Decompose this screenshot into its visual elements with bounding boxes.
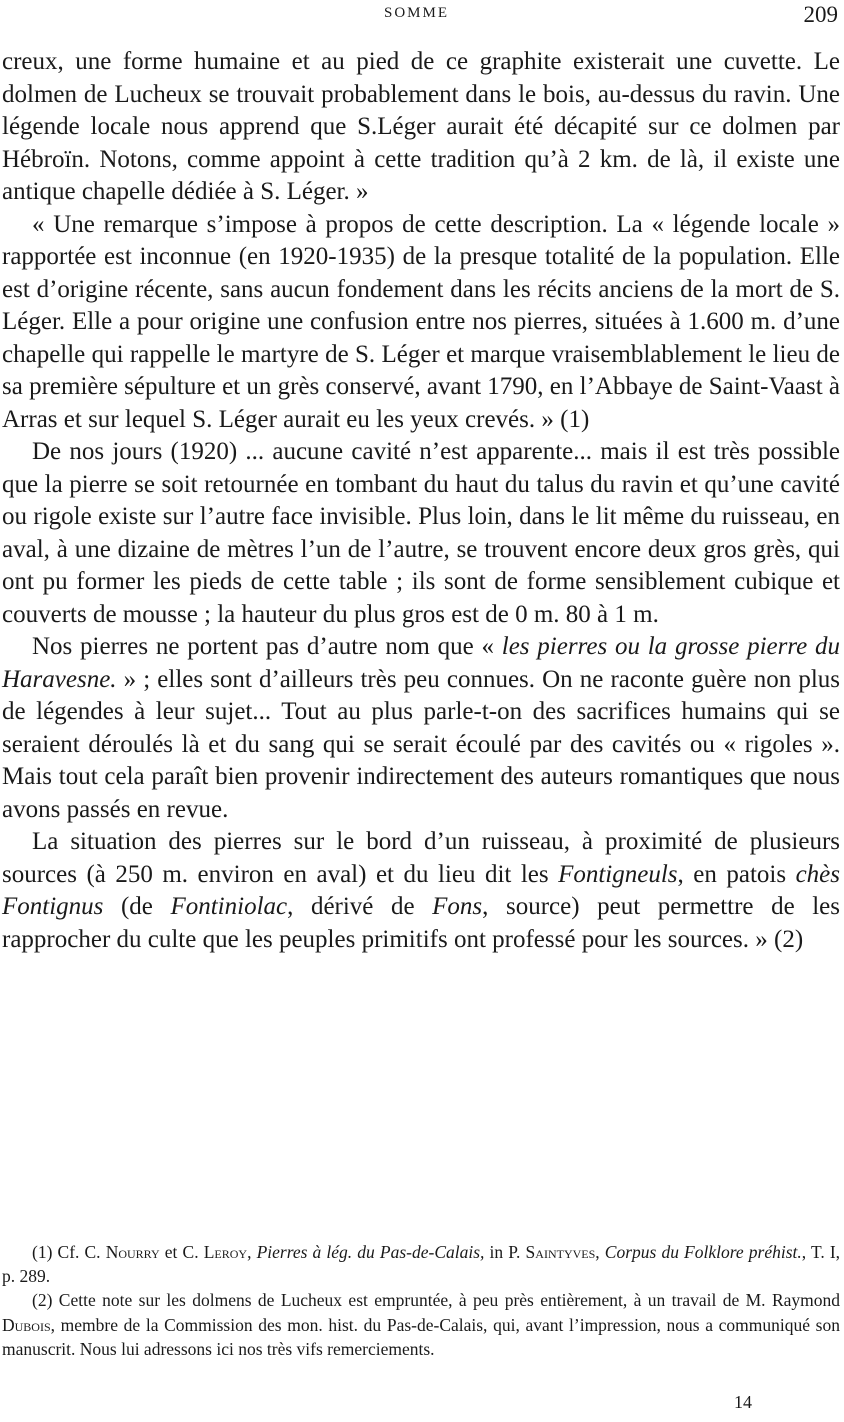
paragraph-5-italic-fons: Fons bbox=[432, 893, 483, 920]
paragraph-1: creux, une forme humaine et au pied de ce graphite existerait une cuvette. Le dolmen de Lucheux se trouvait probablement dans le bois, au-dessus du ravin. Une légende locale nous apprend que S.Léger aurait été décapité sur ce dolmen par Hébroïn. Notons, comme appoint à cette tradition qu’à 2 km. de là, il existe une antique chapelle dédiée à S. Léger. » bbox=[2, 48, 840, 205]
signature-mark: 14 bbox=[734, 1392, 752, 1412]
paragraph-5-italic-fontigneuls: Fontigneuls bbox=[558, 860, 678, 888]
footnote-1 bbox=[2, 1240, 840, 1288]
footnote-1-author-saintyves: Saintyves bbox=[525, 1242, 596, 1262]
footnote-2-text-a: (2) Cette note sur les dolmens de Lucheux est empruntée, à peu près entièrement, à un travail de M. Raymond bbox=[32, 1290, 840, 1311]
footnote-1-mark: (1) Cf. C. bbox=[32, 1242, 106, 1262]
footnotes bbox=[2, 1240, 840, 1361]
footnote-1-author-leroy: Leroy bbox=[203, 1242, 248, 1262]
paragraph-5 bbox=[2, 826, 840, 956]
footnote-1-separator-2: , bbox=[595, 1242, 605, 1262]
paragraph-4 bbox=[2, 631, 840, 826]
paragraph-5-italic-fontiniolac: Fontiniolac bbox=[170, 893, 288, 920]
footnote-1-title-pierres: Pierres à lég. du Pas-de-Calais, bbox=[256, 1242, 485, 1262]
footnote-2-author-dubois: Dubois bbox=[2, 1314, 51, 1335]
paragraph-5-text-a: La situation des pierres sur le bord d’un ruisseau, à proximité de plusieurs sources (à 250 m. environ en aval) et du lieu dit les bbox=[2, 828, 840, 888]
running-title: SOMME bbox=[384, 5, 450, 21]
main-text bbox=[2, 46, 840, 956]
footnote-2-text-b: , membre de la Commission des mon. hist. du Pas-de-Calais, qui, avant l’impression, nous a communiqué son manuscrit. Nous lui adressons ici nos très vifs remerciements. bbox=[2, 1314, 840, 1359]
paragraph-2: « Une remarque s’impose à propos de cette description. La « légende locale » rapportée est inconnue (en 1920-1935) de la presque totalité de la population. Elle est d’origine récente, sans aucun fondement dans les récits anciens de la mort de S. Léger. Elle a pour origine une confusion entre nos pierres, situées à 1.600 m. d’une chapelle qui rappelle le martyre de S. Léger et marque vraisemblablement le lieu de sa première sépulture et un grès conservé, avant 1790, en l’Abbaye de Saint-Vaast à Arras et sur lequel S. Léger aurait eu les yeux crevés. » (1) bbox=[2, 210, 840, 433]
footnote-1-title-corpus: Corpus du Folklore préhist. bbox=[604, 1242, 802, 1262]
paragraph-5-text-e: , source) peut permettre de les rapprocher du culte que les peuples primitifs ont professé pour les sources. » (2) bbox=[2, 893, 841, 953]
page-number: 209 bbox=[803, 2, 838, 27]
paragraph-4-italic-name: les pierres ou la grosse pierre du Haravesne. bbox=[2, 633, 840, 693]
footnote-2 bbox=[2, 1288, 840, 1361]
paragraph-5-text-b: , en patois bbox=[677, 860, 796, 888]
paragraph-4-text-a: Nos pierres ne portent pas d’autre nom que « bbox=[32, 633, 502, 660]
paragraph-5-italic-ches-fontignus: chès Fontignus bbox=[2, 860, 840, 920]
footnote-1-in: in P. bbox=[484, 1242, 526, 1262]
paragraph-4-text-b: » ; elles sont d’ailleurs très peu connues. On ne raconte guère non plus de légendes à leur sujet... Tout au plus parle-t-on des sacrifices humains qui se seraient déroulés là et du sang qui se serait écoulé par des cavités ou « rigoles ». Mais tout cela paraît bien provenir indirectement des auteurs romantiques que nous avons passés en revue. bbox=[2, 665, 840, 823]
footnote-1-separator: , bbox=[247, 1242, 257, 1262]
paragraph-5-text-d: , dérivé de bbox=[287, 893, 433, 920]
page-header bbox=[0, 2, 844, 28]
paragraph-5-text-c: (de bbox=[103, 893, 171, 920]
footnote-1-author-nourry: Nourry bbox=[105, 1242, 160, 1262]
paragraph-3: De nos jours (1920) ... aucune cavité n’est apparente... mais il est très possible que la pierre se soit retournée en tombant du haut du talus du ravin et qu’une cavité ou rigole existe sur l’autre face invisible. Plus loin, dans le lit même du ruisseau, en aval, à une dizaine de mètres l’un de l’autre, se trouvent encore deux gros grès, qui ont pu former les pieds de cette table ; ils sont de forme sensiblement cubique et couverts de mousse ; la hauteur du plus gros est de 0 m. 80 à 1 m. bbox=[2, 438, 840, 628]
footnote-1-end: , T. I, p. 289. bbox=[2, 1242, 841, 1287]
footnote-1-and: et C. bbox=[159, 1242, 204, 1262]
